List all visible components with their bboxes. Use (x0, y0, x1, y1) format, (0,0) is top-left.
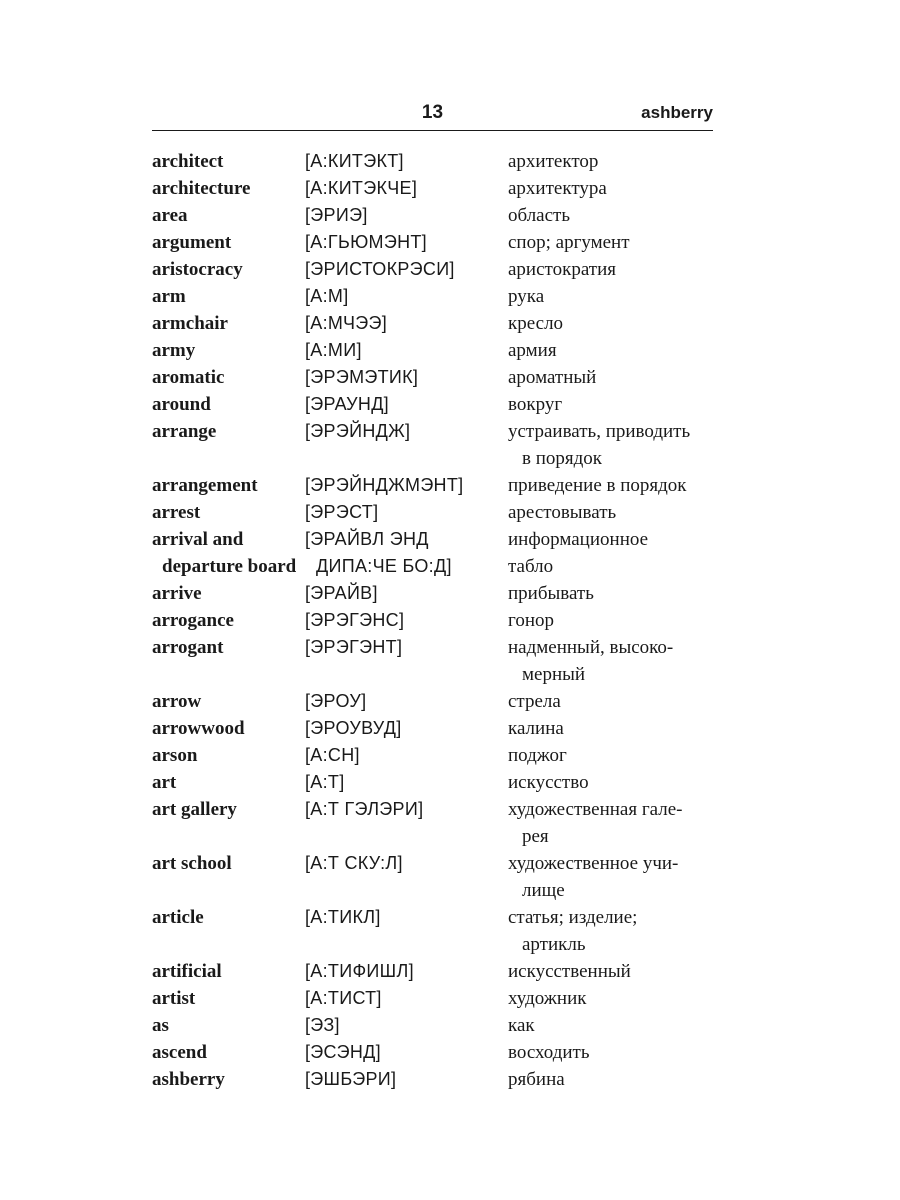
entry-translation: область (508, 205, 571, 226)
entry-word: ashberry (152, 1069, 225, 1090)
entry-pronunciation: [ЭШБЭРИ] (305, 1069, 397, 1089)
entry-pronunciation: [А:Т] (305, 772, 345, 792)
running-head: ashberry (641, 103, 713, 122)
entry-word: arrival and (152, 529, 244, 550)
entry-translation: гонор (508, 610, 554, 631)
entry-translation: искусственный (508, 961, 631, 982)
entry-translation: ароматный (508, 367, 597, 388)
entry-translation: прибывать (508, 583, 594, 604)
entry-word: arrive (152, 583, 202, 604)
entry-word: architecture (152, 178, 251, 199)
entry-pronunciation: [ЭРАУНД] (305, 394, 389, 414)
entry-pronunciation: [ЭРЭЙНДЖ] (305, 421, 411, 441)
entry-translation: приведение в порядок (508, 475, 687, 496)
entry-word: art school (152, 853, 232, 874)
entry-word: arm (152, 286, 186, 307)
entry-translation: арестовывать (508, 502, 617, 523)
entry-pronunciation: [А:М] (305, 286, 349, 306)
entry-word: art gallery (152, 799, 237, 820)
entry-word: ascend (152, 1042, 207, 1063)
entry-pronunciation: [ЭСЭНД] (305, 1042, 381, 1062)
entry-word: departure board (162, 556, 297, 577)
entry-translation: рябина (508, 1069, 565, 1090)
entry-pronunciation: [А:МИ] (305, 340, 362, 360)
entry-word: article (152, 907, 204, 928)
entry-translation: искусство (508, 772, 589, 793)
entry-pronunciation: [ЭРАЙВ] (305, 583, 378, 603)
entry-word: arrogance (152, 610, 234, 631)
entry-word: around (152, 394, 211, 415)
entry-translation: художник (508, 988, 587, 1009)
entry-word: aristocracy (152, 259, 243, 280)
entry-word: armchair (152, 313, 228, 334)
entry-word: artist (152, 988, 196, 1009)
entry-pronunciation: [ЭРЭМЭТИК] (305, 367, 419, 387)
entry-translation: устраивать, приводить (508, 421, 691, 442)
entry-translation: архитектор (508, 151, 599, 172)
entry-pronunciation: ДИПА:ЧЕ БО:Д] (316, 556, 452, 576)
entry-translation: рука (508, 286, 545, 307)
entry-word: artificial (152, 961, 222, 982)
entry-pronunciation: [А:ТИСТ] (305, 988, 382, 1008)
entry-word: argument (152, 232, 232, 253)
entry-translation: артикль (522, 934, 586, 955)
entry-word: army (152, 340, 196, 361)
entry-pronunciation: [А:Т СКУ:Л] (305, 853, 403, 873)
entry-word: arson (152, 745, 198, 766)
entry-word: arrowwood (152, 718, 245, 739)
entry-translation: надменный, высоко- (508, 637, 674, 658)
entry-pronunciation: [ЭРЭГЭНС] (305, 610, 405, 630)
entry-word: arrogant (152, 637, 224, 658)
page-header (152, 100, 713, 131)
entry-translation: стрела (508, 691, 561, 712)
entry-translation: аристократия (508, 259, 616, 280)
entry-pronunciation: [ЭРИСТОКРЭСИ] (305, 259, 455, 279)
entry-word: as (152, 1015, 169, 1036)
entry-translation: лище (522, 880, 565, 901)
entry-pronunciation: [А:Т ГЭЛЭРИ] (305, 799, 424, 819)
entry-word: art (152, 772, 177, 793)
entry-translation: кресло (508, 313, 564, 334)
entry-pronunciation: [ЭЗ] (305, 1015, 340, 1035)
entry-translation: поджог (508, 745, 567, 766)
entry-pronunciation: [ЭРЭСТ] (305, 502, 379, 522)
entry-pronunciation: [ЭРОУВУД] (305, 718, 402, 738)
entry-pronunciation: [А:МЧЭЭ] (305, 313, 388, 333)
entry-translation: армия (508, 340, 557, 361)
entry-word: aromatic (152, 367, 225, 388)
entry-pronunciation: [А:СН] (305, 745, 360, 765)
entry-translation: восходить (508, 1042, 590, 1063)
entry-translation: рея (522, 826, 549, 847)
entry-word: architect (152, 151, 224, 172)
entry-translation: архитектура (508, 178, 607, 199)
entry-word: area (152, 205, 188, 226)
entry-pronunciation: [ЭРАЙВЛ ЭНД (305, 529, 429, 549)
entry-translation: как (508, 1015, 535, 1036)
entry-pronunciation: [А:ТИФИШЛ] (305, 961, 414, 981)
entry-pronunciation: [ЭРЭЙНДЖМЭНТ] (305, 475, 464, 495)
entry-word: arrange (152, 421, 217, 442)
entry-pronunciation: [А:ГЬЮМЭНТ] (305, 232, 427, 252)
entry-word: arrangement (152, 475, 258, 496)
page-number: 13 (421, 102, 444, 123)
entry-translation: художественное учи- (508, 853, 679, 874)
entry-word: arrest (152, 502, 201, 523)
entry-pronunciation: [ЭРОУ] (305, 691, 367, 711)
entry-translation: статья; изделие; (508, 907, 638, 928)
entry-translation: мерный (522, 664, 586, 685)
entry-pronunciation: [ЭРЭГЭНТ] (305, 637, 403, 657)
entry-translation: калина (508, 718, 564, 739)
entry-translation: художественная гале- (508, 799, 683, 820)
entry-pronunciation: [А:КИТЭКТ] (305, 151, 404, 171)
entry-translation: табло (508, 556, 554, 577)
entry-translation: вокруг (508, 394, 563, 415)
entry-translation: спор; аргумент (508, 232, 630, 253)
entry-translation: в порядок (522, 448, 603, 469)
entry-pronunciation: [А:ТИКЛ] (305, 907, 381, 927)
entry-translation: информационное (508, 529, 649, 550)
entry-pronunciation: [А:КИТЭКЧЕ] (305, 178, 418, 198)
entry-word: arrow (152, 691, 202, 712)
entry-pronunciation: [ЭРИЭ] (305, 205, 368, 225)
